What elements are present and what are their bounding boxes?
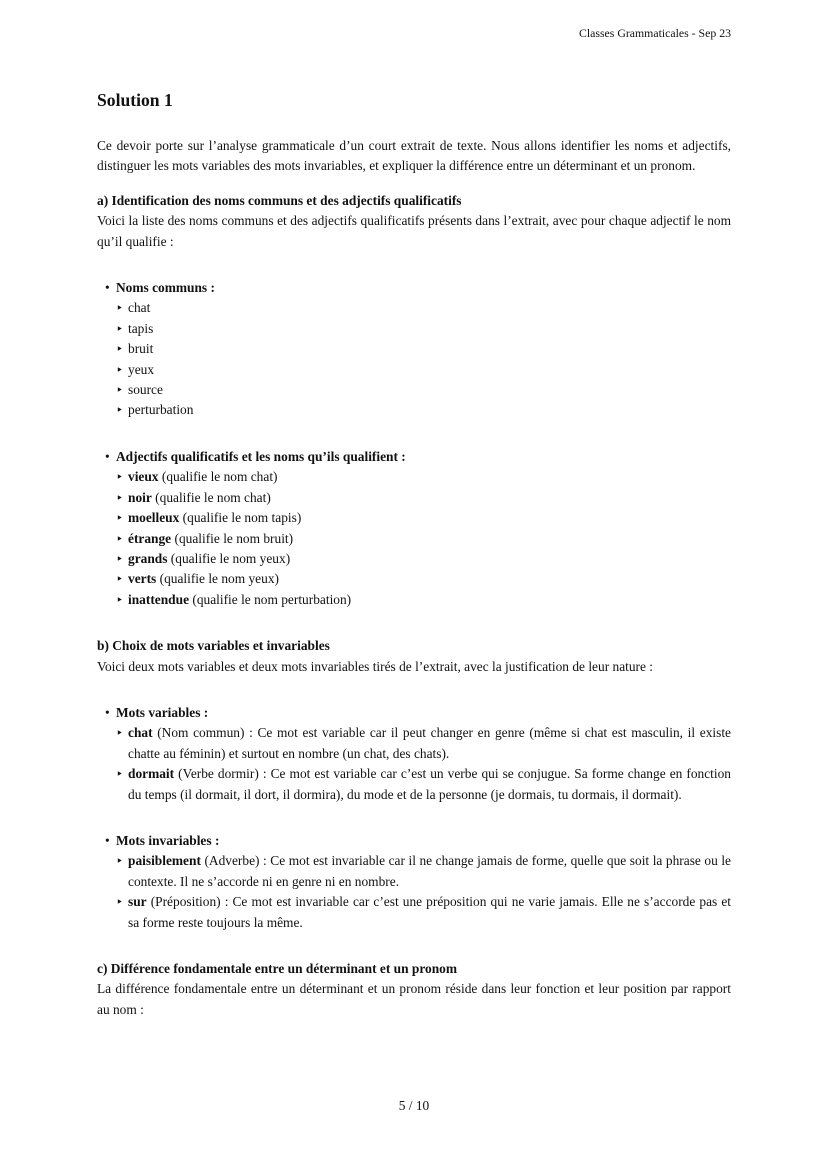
list-item	[117, 380, 731, 400]
page-content	[97, 90, 731, 1020]
triangle-bullet-icon: ‣	[116, 592, 124, 607]
running-header: Classes Grammaticales - Sep 23	[578, 26, 731, 40]
item-term: inattendue	[128, 591, 190, 607]
group-label-item	[105, 447, 731, 467]
item-term: sur	[128, 894, 147, 910]
item-text: tapis	[128, 320, 154, 336]
bullet-group	[97, 703, 731, 805]
item-term: noir	[128, 489, 152, 505]
list-item	[117, 764, 731, 805]
item-text: (qualifie le nom yeux)	[167, 550, 291, 566]
sublist	[105, 467, 731, 610]
section-b-lists	[97, 703, 731, 933]
triangle-bullet-icon: ‣	[116, 551, 124, 566]
group-label-item	[105, 278, 731, 298]
intro-paragraph: Ce devoir porte sur l’analyse grammaticale d’un court extrait de texte. Nous allons identifier les noms et adjectifs, distinguer les mots variables des mots invariables, et expliquer la différence entre un déterminant et un pronom.	[97, 138, 731, 174]
item-text: source	[128, 382, 163, 398]
solution-title: Solution 1	[97, 90, 173, 110]
list-item	[117, 529, 731, 549]
item-text: (qualifie le nom chat)	[151, 489, 271, 505]
group-label: Mots variables :	[116, 704, 209, 720]
triangle-bullet-icon: ‣	[116, 726, 124, 741]
list-item	[117, 298, 731, 318]
section-c	[97, 959, 731, 1020]
item-term: étrange	[128, 530, 172, 546]
item-text: bruit	[128, 341, 154, 357]
triangle-bullet-icon: ‣	[116, 531, 124, 546]
group-label: Mots invariables :	[116, 832, 220, 848]
page-number: 5 / 10	[398, 1098, 430, 1113]
triangle-bullet-icon: ‣	[116, 572, 124, 587]
list-item	[117, 549, 731, 569]
triangle-bullet-icon: ‣	[116, 321, 124, 336]
triangle-bullet-icon: ‣	[116, 470, 124, 485]
group-label: Adjectifs qualificatifs et les noms qu’ils qualifient :	[116, 448, 406, 464]
triangle-bullet-icon: ‣	[116, 342, 124, 357]
list-item	[117, 360, 731, 380]
list-item	[117, 488, 731, 508]
group-label-item	[105, 831, 731, 851]
list-item	[117, 569, 731, 589]
triangle-bullet-icon: ‣	[116, 490, 124, 505]
item-text: (Verbe dormir) : Ce mot est variable car c’est un verbe qui se conjugue. Sa forme change en fonction du temps (il dormait, il dort, il dormira), du mode et de la personne (je dormais, tu dormais, il dormait).	[128, 766, 731, 802]
group-label-item	[105, 703, 731, 723]
triangle-bullet-icon: ‣	[116, 362, 124, 377]
bullet-icon: •	[105, 448, 110, 464]
item-text: (qualifie le nom perturbation)	[189, 591, 352, 607]
section-a-lists	[97, 278, 731, 610]
item-text: (Adverbe) : Ce mot est invariable car il ne change jamais de forme, quelle que soit la phrase ou le contexte. Il ne s’accorde ni en genre ni en nombre.	[128, 853, 731, 889]
triangle-bullet-icon: ‣	[116, 301, 124, 316]
list-item	[117, 723, 731, 764]
list-item	[117, 467, 731, 487]
item-term: moelleux	[128, 510, 180, 526]
item-text: (Préposition) : Ce mot est invariable car c’est une préposition qui ne varie jamais. Elle ne s’accorde pas et sa forme reste toujours la même.	[128, 894, 731, 930]
list-item	[117, 892, 731, 933]
list-item	[117, 319, 731, 339]
list-item	[117, 851, 731, 892]
triangle-bullet-icon: ‣	[116, 895, 124, 910]
item-text: perturbation	[128, 402, 194, 418]
item-text: (Nom commun) : Ce mot est variable car il peut changer en genre (même si chat est masculin, il existe chatte au féminin) et surtout en nombre (un chat, des chats).	[128, 725, 731, 761]
bullet-group	[97, 831, 731, 933]
item-text: (qualifie le nom chat)	[158, 469, 278, 485]
item-term: vieux	[128, 469, 159, 485]
bullet-icon: •	[105, 832, 110, 848]
list-item	[117, 590, 731, 610]
item-term: verts	[128, 571, 157, 587]
section-b	[97, 636, 731, 933]
list-item	[117, 400, 731, 420]
triangle-bullet-icon: ‣	[116, 767, 124, 782]
bullet-group	[97, 447, 731, 610]
item-term: chat	[128, 725, 153, 741]
sublist	[105, 298, 731, 420]
item-text: chat	[128, 300, 151, 316]
section-c-heading: c) Différence fondamentale entre un déterminant et un pronom	[97, 961, 458, 976]
list-item	[117, 508, 731, 528]
bullet-icon: •	[105, 280, 110, 296]
triangle-bullet-icon: ‣	[116, 511, 124, 526]
section-b-intro: Voici deux mots variables et deux mots invariables tirés de l’extrait, avec la justification de leur nature :	[97, 658, 654, 674]
item-term: dormait	[128, 766, 175, 782]
item-text: yeux	[128, 361, 155, 377]
section-c-intro: La différence fondamentale entre un déterminant et un pronom réside dans leur fonction et leur position par rapport au nom :	[97, 981, 731, 1017]
group-label: Noms communs :	[116, 280, 215, 296]
item-term: grands	[128, 550, 168, 566]
triangle-bullet-icon: ‣	[116, 854, 124, 869]
item-text: (qualifie le nom bruit)	[171, 530, 294, 546]
section-a-heading: a) Identification des noms communs et des adjectifs qualificatifs	[97, 192, 462, 208]
bullet-group	[97, 278, 731, 421]
section-a	[97, 191, 731, 610]
triangle-bullet-icon: ‣	[116, 383, 124, 398]
item-text: (qualifie le nom yeux)	[156, 571, 279, 587]
section-a-intro: Voici la liste des noms communs et des adjectifs qualificatifs présents dans l’extrait, avec pour chaque adjectif le nom qu’il qualifie :	[97, 213, 731, 249]
item-text: (qualifie le nom tapis)	[179, 510, 302, 526]
list-item	[117, 339, 731, 359]
sublist	[105, 851, 731, 933]
bullet-icon: •	[105, 704, 110, 720]
section-b-heading: b) Choix de mots variables et invariables	[97, 638, 330, 654]
sublist	[105, 723, 731, 805]
triangle-bullet-icon: ‣	[116, 403, 124, 418]
item-term: paisiblement	[128, 853, 201, 869]
